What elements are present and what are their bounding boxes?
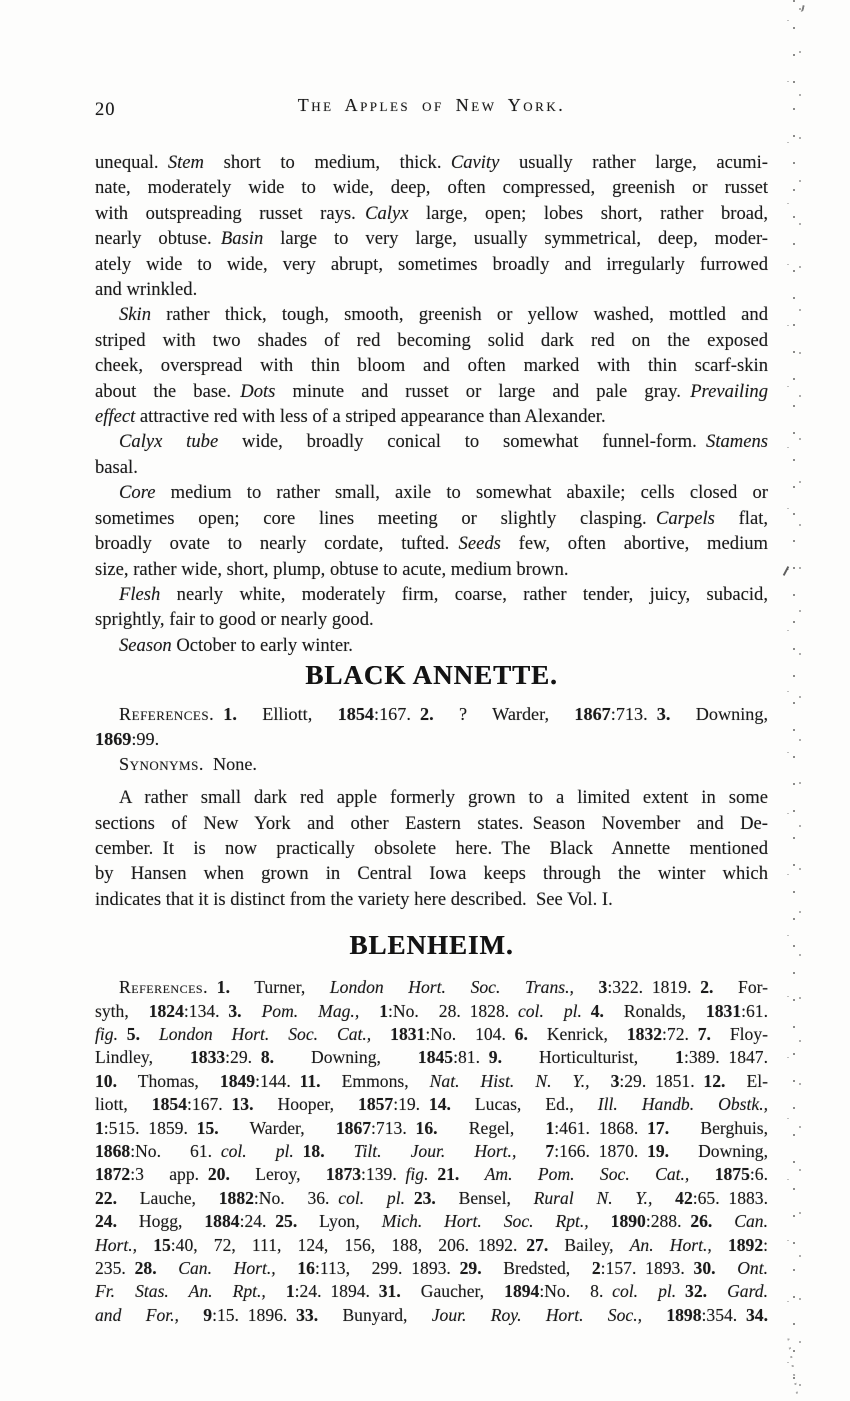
text-line: A rather small dark red apple formerly grown to a limited extent in some xyxy=(119,787,768,809)
paragraph-flesh xyxy=(95,582,768,633)
text-line: sprightly, fair to good or nearly good. xyxy=(95,609,374,631)
text-line: Skin rather thick, tough, smooth, greenish or yellow washed, mottled and xyxy=(119,304,768,326)
text-block xyxy=(95,150,768,1327)
text-line: Hort., 15:40, 72, 111, 124, 156, 188, 206. 1892. 27. Bailey, An. Hort., 1892: xyxy=(95,1234,769,1255)
paragraph-stem-cavity-calyx-basin xyxy=(95,150,768,302)
text-line: 22. Lauche, 1882:No. 36. col. pl. 23. Bensel, Rural N. Y., 42:65. 1883. xyxy=(95,1187,768,1208)
black-annette-description xyxy=(95,785,768,912)
running-title: The Apples of New York. xyxy=(297,95,566,115)
text-line: unequal. Stem short to medium, thick. Cavity usually rather large, acumi- xyxy=(95,152,768,173)
text-line: Fr. Stas. An. Rpt., 1:24. 1894. 31. Gaucher, 1894:No. 8. col. pl. 32. Gard. xyxy=(95,1281,768,1302)
text-line: sections of New York and other Eastern states. Season November and De- xyxy=(95,812,768,834)
text-line: nearly obtuse. Basin large to very large, usually symmetrical, deep, moder- xyxy=(95,228,768,250)
page-number: 20 xyxy=(95,100,116,120)
text-line: 10. Thomas, 1849:144. 11. Emmons, Nat. Hist. N. Y., 3:29. 1851. 12. El- xyxy=(95,1070,768,1091)
text-line: ately wide to wide, very abrupt, sometimes broadly and irregularly furrowed xyxy=(95,253,768,275)
text-line: cheek, overspread with thin bloom and often marked with thin scarf-skin xyxy=(95,355,768,377)
text-line: effect attractive red with less of a striped appearance than Alexander. xyxy=(95,406,606,428)
text-line: sometimes open; core lines meeting or slightly clasping. Carpels flat, xyxy=(95,507,769,529)
page-header xyxy=(95,95,768,119)
text-line: and For., 9:15. 1896. 33. Bunyard, Jour. Roy. Hort. Soc., 1898:354. 34. xyxy=(95,1304,768,1325)
text-line: References. 1. Turner, London Hort. Soc. Trans., 3:322. 1819. 2. For- xyxy=(119,977,768,998)
text-line: 1872:3 app. 20. Leroy, 1873:139. fig. 21. Am. Pom. Soc. Cat., 1875:6. xyxy=(95,1164,768,1185)
text-line: indicates that it is distinct from the variety here described. See Vol. I. xyxy=(95,888,613,910)
text-line: and wrinkled. xyxy=(95,279,198,301)
black-annette-references xyxy=(95,702,768,752)
text-line: cember. It is now practically obsolete here. The Black Annette mentioned xyxy=(95,837,768,859)
page-content xyxy=(0,95,850,1327)
text-line: by Hansen when grown in Central Iowa keeps through the winter which xyxy=(95,863,768,885)
text-line: syth, 1824:134. 3. Pom. Mag., 1:No. 28. 1828. col. pl. 4. Ronalds, 1831:61. xyxy=(95,1000,768,1021)
text-line: Synonyms. None. xyxy=(119,754,257,775)
text-line: 1868:No. 61. col. pl. 18. Tilt. Jour. Hort., 7:166. 1870. 19. Downing, xyxy=(95,1141,768,1161)
text-line: about the base. Dots minute and russet or large and pale gray. Prevailing xyxy=(95,380,768,402)
text-line: References. 1. Elliott, 1854:167. 2. ? Warder, 1867:713. 3. Downing, xyxy=(119,704,769,725)
text-line: Lindley, 1833:29. 8. Downing, 1845:81. 9. Horticulturist, 1:389. 1847. xyxy=(95,1047,768,1068)
text-line: Season October to early winter. xyxy=(119,634,353,656)
paragraph-season xyxy=(95,633,768,658)
text-line: with outspreading russet rays. Calyx large, open; lobes short, rather broad, xyxy=(95,202,768,224)
blenheim-references xyxy=(95,976,768,1327)
text-line: 235. 28. Can. Hort., 16:113, 299. 1893. 29. Bredsted, 2:157. 1893. 30. Ont. xyxy=(95,1258,768,1279)
text-line: 1869:99. xyxy=(95,729,160,750)
text-line: size, rather wide, short, plump, obtuse to acute, medium brown. xyxy=(95,558,569,580)
text-line: 24. Hogg, 1884:24. 25. Lyon, Mich. Hort. Soc. Rpt., 1890:288. 26. Can. xyxy=(95,1211,768,1232)
text-line: nate, moderately wide to wide, deep, often compressed, greenish or russet xyxy=(95,177,768,199)
paragraph-calyx-tube-stamens xyxy=(95,429,768,480)
text-line: basal. xyxy=(95,456,138,478)
heading-black-annette: BLACK ANNETTE. xyxy=(305,660,558,691)
paragraph-core-carpels-seeds xyxy=(95,480,768,582)
paragraph-skin-dots xyxy=(95,302,768,429)
scan-mark xyxy=(800,5,804,12)
text-line: liott, 1854:167. 13. Hooper, 1857:19. 14. Lucas, Ed., Ill. Handb. Obstk., xyxy=(95,1094,768,1115)
text-line: broadly ovate to nearly cordate, tufted. Seeds few, often abortive, medium xyxy=(95,533,768,555)
text-line: Core medium to rather small, axile to somewhat abaxile; cells closed or xyxy=(119,482,768,504)
text-line: fig. 5. London Hort. Soc. Cat., 1831:No. 104. 6. Kenrick, 1832:72. 7. Floy- xyxy=(95,1023,768,1044)
scan-mark xyxy=(787,1338,798,1398)
black-annette-synonyms xyxy=(95,752,768,777)
text-line: Calyx tube wide, broadly conical to somewhat funnel-form. Stamens xyxy=(119,431,768,453)
text-line: striped with two shades of red becoming solid dark red on the exposed xyxy=(95,329,768,351)
text-line: Flesh nearly white, moderately firm, coarse, rather tender, juicy, subacid, xyxy=(119,583,768,605)
text-line: 1:515. 1859. 15. Warder, 1867:713. 16. Regel, 1:461. 1868. 17. Berghuis, xyxy=(95,1117,768,1138)
heading-blenheim: BLENHEIM. xyxy=(349,930,514,961)
